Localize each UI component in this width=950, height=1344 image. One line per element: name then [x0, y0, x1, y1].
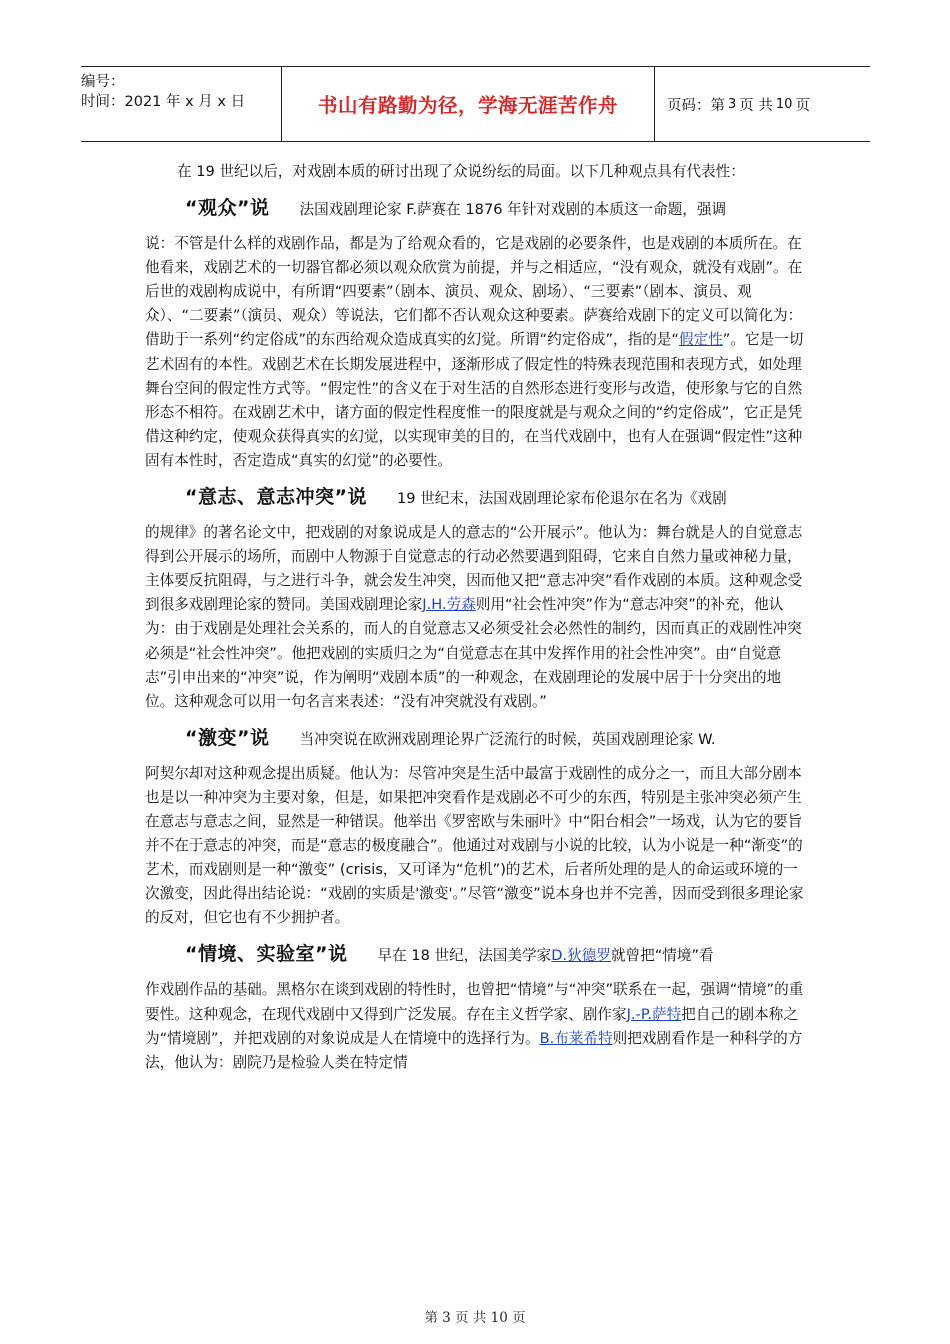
section-lead-end: 就曾把“情境”看: [610, 947, 714, 965]
section-title: “意志、意志冲突”说: [185, 486, 367, 509]
section-text-a: 说：不管是什么样的戏剧作品，都是为了给观众看的，它是戏剧的必要条件，也是戏剧的本质所在。在他看来，戏剧艺术的一切器官都必须以观众欣赏为前提，并与之相适应，“没有观众，就没有戏剧”。在后世的戏剧构成说中，有所谓“四要素”（剧本、演员、观众、剧场）、“三要素”（剧本、演员、观众）、“二要素”（演员、观众）等说法，它们都不否认观众这种要素。萨赛给戏剧下的定义可以简化为：借助于一系列“约定俗成”的东西给观众造成真实的幻觉。所谓“约定俗成”，指的是“: [145, 235, 803, 349]
section-lead: 当冲突说在欧洲戏剧理论界广泛流行的时候，英国戏剧理论家 W.: [299, 730, 716, 748]
section-text-a: 作戏剧作品的基础。黑格尔在谈到戏剧的特性时，也曾把“情境”与“冲突”联系在一起，强调“情境”的重要性。这种观念，在现代戏剧中又得到广泛发展。存在主义哲学家、剧作家: [145, 981, 804, 1023]
number-label: 编号：: [81, 74, 125, 90]
link-diderot[interactable]: D.狄德罗: [551, 947, 611, 965]
section-head: [145, 939, 807, 971]
page-label: 页码：第: [667, 97, 725, 114]
page-end: 页: [795, 97, 810, 114]
page-mid: 页 共: [739, 97, 773, 114]
section-head: [145, 193, 807, 225]
section-lead: 早在 18 世纪，法国美学家: [377, 947, 552, 965]
page-total: 10: [775, 96, 793, 112]
link-jiadingxing[interactable]: 假定性: [679, 331, 723, 349]
section-lead: 法国戏剧理论家 F.萨赛在 1876 年针对戏剧的本质这一命题，强调: [299, 201, 727, 219]
section-text: [145, 521, 807, 714]
page-header: [81, 66, 870, 142]
header-meta: [81, 67, 281, 141]
section-head: [145, 482, 807, 514]
section-audience: [145, 193, 807, 473]
header-page-info: [655, 67, 870, 141]
section-title: “情境、实验室”说: [185, 943, 348, 966]
section-will-conflict: [145, 482, 807, 714]
section-text-b: ”。它是一切艺术固有的本性。戏剧艺术在长期发展进程中，逐渐形成了假定性的特殊表现范围和表现方式，如处理舞台空间的假定性方式等。“假定性”的含义在于对生活的自然形态进行变形与改造，使形象与它的自然形态不相符。在戏剧艺术中，诸方面的假定性程度惟一的限度就是与观众之间的“约定俗成”，它正是凭借这种约定，使观众获得真实的幻觉，以实现审美的目的，在当代戏剧中，也有人在强调“假定性”这种固有本性时，否定造成“真实的幻觉”的必要性。: [145, 331, 804, 469]
section-text: 阿契尔却对这种观念提出质疑。他认为：尽管冲突是生活中最富于戏剧性的成分之一，而且大部分剧本也是以一种冲突为主要对象，但是，如果把冲突看作是戏剧必不可少的东西，特别是主张冲突必须产生在意志与意志之间，显然是一种错误。他举出《罗密欧与朱丽叶》中“阳台相会”一场戏，认为它的要旨并不在于意志的冲突，而是“意志的极度融合”。他通过对戏剧与小说的比较，认为小说是一种“渐变”的艺术，而戏剧则是一种“激变” (crisis，又可译为“危机”)的艺术，后者所处理的是人的命运或环境的一次激变，因此得出结论说：“戏剧的实质是'激变'。”尽管“激变”说本身也并不完善，因而受到很多理论家的反对，但它也有不少拥护者。: [145, 764, 804, 927]
intro-paragraph: 在 19 世纪以后，对戏剧本质的研讨出现了众说纷纭的局面。以下几种观点具有代表性：: [177, 163, 745, 180]
section-title: “激变”说: [185, 726, 270, 749]
section-head: [145, 723, 807, 755]
section-situation-lab: [145, 939, 807, 1074]
section-text-b: 则用“社会性冲突”作为“意志冲突”的补充，他认为：由于戏剧是处理社会关系的，而人的自觉意志又必须受社会必然性的制约，因而真正的戏剧性冲突必须是“社会性冲突”。他把戏剧的实质归之为“自觉意志在其中发挥作用的社会性冲突”。由“自觉意志”引申出来的“冲突”说，作为阐明“戏剧本质”的一种观念，在戏剧理论的发展中居于十分突出的地位。这种观念可以用一句名言来表述：“没有冲突就没有戏剧。”: [145, 596, 802, 710]
section-text: [145, 232, 807, 473]
header-motto: 书山有路勤为径，学海无涯苦作舟: [281, 67, 655, 141]
section-text: [145, 978, 807, 1074]
section-text-a: 的规律》的著名论文中，把戏剧的对象说成是人的意志的“公开展示”。他认为：舞台就是人的自觉意志得到公开展示的场所，而剧中人物源于自觉意志的行动必然要遇到阻碍，它来自自然力量或神秘力量，主体要反抗阻碍，与之进行斗争，就会发生冲突，因而他又把“意志冲突”看作戏剧的本质。这种观念受到很多戏剧理论家的赞同。美国戏剧理论家: [145, 524, 803, 614]
link-sartre[interactable]: J.-P.萨特: [626, 1005, 682, 1023]
link-lawson[interactable]: J.H.劳森: [422, 596, 476, 614]
section-text-b: 把自己的剧本称之为“情境剧”，并把戏剧的对象说成是人在情境中的选择行为。: [145, 1005, 798, 1047]
section-crisis: [145, 723, 807, 931]
link-brecht[interactable]: B.布莱希特: [539, 1029, 613, 1047]
section-title: “观众”说: [185, 197, 270, 220]
section-lead: 19 世纪末，法国戏剧理论家布伦退尔在名为《戏剧: [396, 490, 727, 508]
page-number: 3: [728, 96, 737, 112]
section-text-c: 则把戏剧看作是一种科学的方法，他认为：剧院乃是检验人类在特定情: [145, 1029, 803, 1071]
document-body: [145, 160, 807, 1075]
date-label: 时间：2021 年 x 月 x 日: [81, 94, 246, 110]
page-footer: 第 3 页 共 10 页: [424, 1310, 526, 1326]
